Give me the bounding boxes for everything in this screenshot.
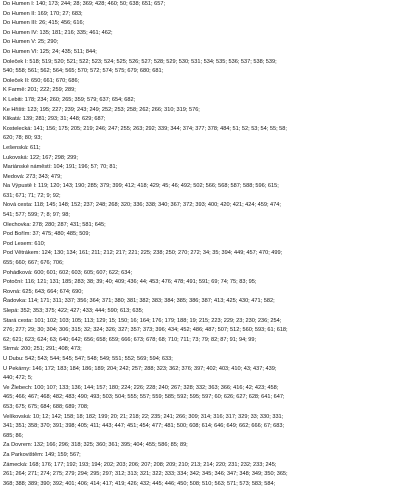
text-line: Do Humen VI: 125; 24; 435; 511; 844;	[3, 48, 97, 55]
text-line: K Lebiti: 178; 234; 260; 265; 359; 579; 637; 654; 682;	[3, 96, 136, 103]
text-line: U Pekárny: 146; 172; 183; 184; 186; 189; 204; 242; 257; 288; 323; 362; 376; 397; 402; 403; 410; 43; 437; 439;	[3, 365, 277, 372]
text-line: Pohádková: 600; 601; 602; 603; 605; 607; 622; 634;	[3, 269, 133, 276]
text-line: Do Humen II: 169; 170; 27; 683;	[3, 10, 83, 17]
text-line: Do Humen III: 26; 415; 456; 616;	[3, 20, 85, 27]
text-line: Rovná: 625; 643; 664; 674; 690;	[3, 288, 83, 295]
text-line: Pod Lesem: 610;	[3, 240, 46, 247]
text-line: 368; 388; 389; 390; 392; 401; 406; 414; 417; 419; 426; 432; 445; 446; 450; 508; 510; 563; 571; 573; 583; 584;	[3, 480, 276, 487]
text-line: 631; 671; 71; 72; 9; 92;	[3, 192, 61, 199]
text-line: Za Dovrem: 132; 166; 296; 318; 325; 360; 361; 395; 404; 455; 586; 85; 89;	[3, 442, 188, 449]
text-line: 62; 621; 623; 624; 63; 640; 642; 656; 658; 659; 666; 673; 678; 68; 710; 711; 73; 79; 82; 87; 91; 94; 99;	[3, 336, 257, 343]
text-line: Velíkovská: 10; 12; 142; 158; 18; 182; 199; 20; 21; 218; 22; 235; 241; 266; 309; 314; 316; 317; 329; 33; 330; 331;	[3, 413, 284, 420]
text-line: 620; 78; 80; 93;	[3, 135, 42, 142]
text-line: Kostelecká: 141; 156; 175; 205; 219; 246; 247; 255; 263; 292; 339; 344; 374; 377; 378; 484; 51; 52; 53; 54; 55; 58;	[3, 125, 287, 132]
text-line: 261; 264; 271; 274; 275; 279; 294; 295; 297; 312; 313; 321; 322; 333; 334; 342; 345; 346; 347; 348; 349; 350; 365;	[3, 471, 288, 478]
document-page	[3, 0, 397, 489]
text-line: Na Výpustě I: 119; 120; 143; 190; 285; 379; 399; 412; 418; 429; 45; 46; 492; 502; 566; 568; 587; 588; 596; 615;	[3, 183, 279, 190]
text-line: Slepá: 352; 353; 375; 422; 427; 433; 444; 590; 613; 635;	[3, 308, 144, 314]
text-line: Mariánské náměstí: 104; 191; 196; 57; 70; 81;	[3, 164, 118, 171]
text-line: 540; 558; 561; 562; 564; 565; 570; 572; 574; 575; 679; 680; 681;	[3, 68, 164, 75]
text-line: 655; 660; 667; 676; 706;	[3, 260, 64, 267]
text-line: Medová: 273; 343; 479;	[3, 173, 62, 180]
text-line: Klikatá: 139; 281; 293; 31; 448; 629; 687;	[3, 116, 106, 123]
text-line: Stará cesta: 101; 102; 103; 105; 113; 129; 15; 150; 16; 164; 176; 179; 188; 19; 215; 223; 229; 23; 230; 236; 254;	[3, 317, 282, 324]
text-line: 541; 577; 599; 7; 8; 97; 98;	[3, 212, 70, 219]
text-line: Ve Žlebech: 100; 107; 133; 136; 144; 157; 180; 224; 226; 228; 240; 267; 328; 332; 363; 366; 416; 42; 423; 458;	[3, 384, 279, 391]
text-line: 341; 351; 358; 370; 391; 398; 405; 411; 443; 447; 451; 454; 477; 481; 500; 608; 614; 646; 649; 662; 666; 67; 683;	[3, 423, 285, 430]
text-line: 276; 277; 29; 30; 304; 306; 315; 32; 324; 326; 327; 357; 373; 396; 434; 452; 486; 487; 507; 512; 560; 593; 61; 618;	[3, 327, 288, 334]
text-line: Řadovka: 114; 171; 311; 337; 356; 364; 371; 380; 381; 382; 383; 384; 385; 386; 387; 413; 425; 430; 471; 582;	[3, 298, 275, 305]
text-line: 465; 466; 467; 468; 482; 483; 490; 493; 503; 504; 555; 557; 559; 585; 592; 595; 597; 60; 626; 627; 628; 641; 647;	[3, 394, 285, 401]
text-line: Pod Bořím: 37; 475; 480; 485; 509;	[3, 231, 91, 238]
text-line: Ke Hřišti: 123; 195; 227; 239; 243; 249; 252; 253; 258; 262; 266; 310; 319; 576;	[3, 106, 200, 113]
text-line: Lešenská: 611;	[3, 144, 41, 151]
text-line: K Farmě: 201; 222; 259; 289;	[3, 87, 76, 94]
text-line: Doleček I: 518; 519; 520; 521; 522; 523; 524; 525; 526; 527; 528; 529; 530; 531; 534; 535; 536; 537; 538; 539;	[3, 58, 277, 65]
text-line: Olechovka: 278; 280; 287; 431; 581; 645;	[3, 221, 106, 228]
text-line: Zámecká: 168; 176; 177; 192; 193; 194; 202; 203; 206; 207; 208; 209; 210; 213; 214; 220; 231; 232; 233; 245;	[3, 461, 277, 468]
text-line: Potoční: 116; 121; 131; 185; 283; 38; 39; 40; 409; 436; 44; 453; 476; 478; 491; 591; 69; 74; 75; 83; 95;	[3, 279, 257, 286]
text-line: 685; 86;	[3, 432, 24, 439]
text-line: 440; 472; 5;	[3, 375, 33, 382]
text-line: Pod Větrákem: 124; 130; 134; 161; 211; 212; 217; 221; 225; 238; 250; 270; 272; 34; 35; 394; 449; 457; 470; 499;	[3, 250, 283, 257]
text-line: 653; 675; 675; 684; 688; 689; 708;	[3, 403, 89, 410]
text-line: Nová cesta: 118; 145; 148; 152; 237; 248; 268; 320; 336; 338; 340; 367; 372; 393; 400; 420; 421; 424; 459; 474;	[3, 202, 281, 209]
text-line: Do Humen V: 25; 290;	[3, 39, 59, 46]
text-line: Za Parkovištěm: 149; 159; 567;	[3, 451, 81, 458]
text-line: Doleček II: 650; 661; 670; 686;	[3, 77, 80, 84]
text-line: Do Humen I: 140; 173; 244; 28; 369; 428; 460; 50; 638; 651; 657;	[3, 1, 166, 7]
text-line: Do Humen IV: 135; 181; 216; 335; 461; 462;	[3, 29, 113, 36]
text-line: U Dubu: 542; 543; 544; 545; 547; 548; 549; 551; 552; 569; 594; 633;	[3, 355, 173, 362]
text-line: Strmá: 200; 251; 291; 408; 473;	[3, 346, 82, 353]
text-line: Lukovská: 122; 167; 298; 299;	[3, 154, 78, 161]
